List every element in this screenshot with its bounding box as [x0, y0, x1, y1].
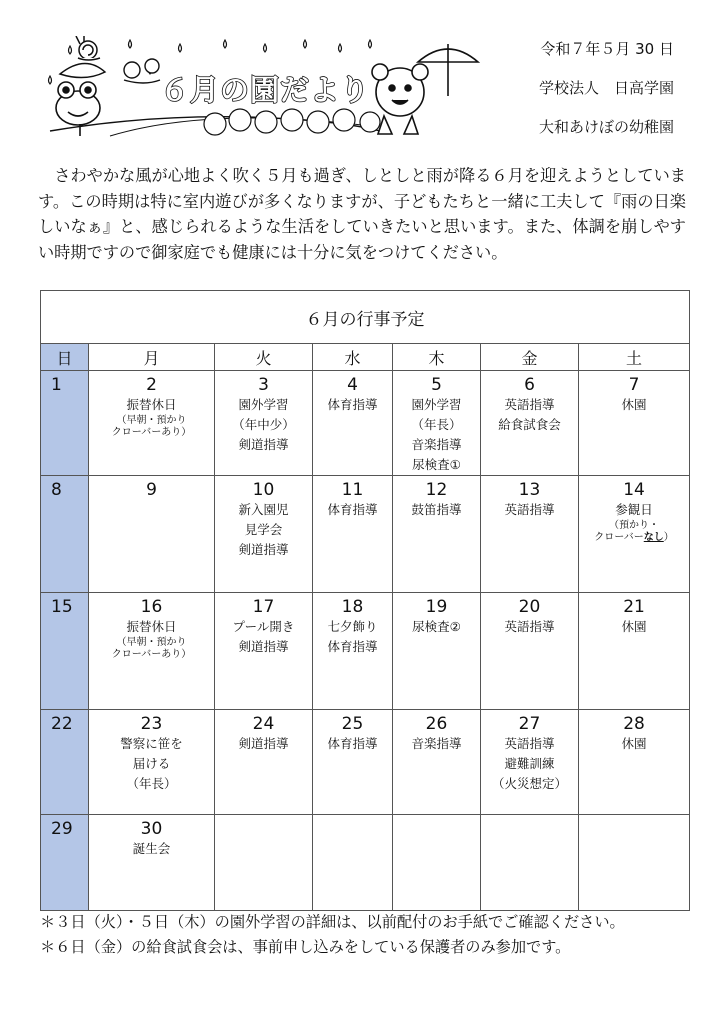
day-number: [313, 815, 392, 819]
day-number: 11: [341, 480, 364, 500]
event-item: 届ける: [132, 756, 171, 771]
day-number: 24: [252, 714, 275, 734]
calendar-day-cell: [579, 710, 690, 815]
event-item: 園外学習: [238, 397, 289, 412]
event-item: 給食試食会: [498, 417, 561, 432]
event-item: 音楽指導: [411, 437, 462, 452]
calendar-day-cell: [41, 815, 89, 911]
calendar-day-cell: [41, 476, 89, 593]
event-note: （早朝・預かり: [116, 415, 187, 426]
day-number: 12: [425, 480, 448, 500]
calendar-day-cell: [313, 476, 393, 593]
event-item: 尿検査②: [412, 619, 461, 634]
calendar-week-row: [41, 593, 690, 710]
day-number: 16: [140, 597, 163, 617]
event-item: 避難訓練: [504, 756, 555, 771]
calendar-week-row: [41, 476, 690, 593]
event-item: 剣道指導: [238, 736, 289, 751]
event-item: 剣道指導: [238, 542, 289, 557]
weekday-header: 木: [393, 344, 481, 371]
calendar-day-cell: [393, 815, 481, 911]
note-line: ＊６日（金）の給食試食会は、事前申し込みをしている保護者のみ参加です。: [40, 938, 571, 956]
event-item: 七夕飾り: [327, 619, 378, 634]
weekday-header-row: [41, 344, 690, 371]
calendar-day-cell: [215, 476, 313, 593]
day-number: [215, 815, 312, 819]
day-number: 21: [623, 597, 645, 617]
calendar-day-cell: [579, 476, 690, 593]
day-number: 26: [425, 714, 448, 734]
calendar-day-cell: [215, 815, 313, 911]
calendar-week-row: [41, 710, 690, 815]
event-item: 参観日: [615, 502, 653, 517]
calendar-day-cell: [393, 593, 481, 710]
day-number: 6: [524, 375, 535, 395]
event-item: 尿検査①: [412, 457, 461, 472]
day-number: 17: [252, 597, 275, 617]
weekday-header: 土: [579, 344, 690, 371]
calendar-day-cell: [41, 371, 89, 476]
day-number: 27: [518, 714, 541, 734]
bear-with-umbrella-icon: [372, 44, 478, 134]
day-number: 1: [51, 375, 62, 395]
day-number: 22: [51, 714, 73, 734]
day-number: 8: [51, 480, 62, 500]
event-note-emphasis: なし: [643, 532, 664, 543]
day-number: 25: [341, 714, 364, 734]
event-item: 休園: [621, 397, 647, 412]
school-name: 大和あけぼの幼稚園: [538, 118, 674, 136]
event-note: （預かり・: [609, 520, 659, 531]
event-item: 園外学習: [411, 397, 462, 412]
event-item: プール開き: [232, 619, 295, 634]
calendar-day-cell: [313, 710, 393, 815]
frog-icon: [56, 82, 100, 136]
event-item: 振替休日: [126, 397, 177, 412]
event-item: （年長）: [126, 776, 177, 791]
event-item: 振替休日: [126, 619, 177, 634]
notes: [40, 910, 700, 960]
calendar-day-cell: [481, 476, 579, 593]
day-number: 23: [140, 714, 163, 734]
header-meta: [504, 42, 674, 159]
event-item: 誕生会: [132, 841, 171, 856]
calendar-day-cell: [481, 371, 579, 476]
weekday-header: 月: [89, 344, 215, 371]
event-item: 英語指導: [504, 397, 555, 412]
calendar-day-cell: [89, 815, 215, 911]
snail-icon: [60, 36, 105, 78]
day-number: 30: [140, 819, 163, 839]
snail-icon: [124, 59, 160, 83]
calendar-day-cell: [393, 710, 481, 815]
event-item: （年長）: [411, 417, 462, 432]
day-number: 19: [425, 597, 448, 617]
calendar-day-cell: [393, 371, 481, 476]
event-item: 体育指導: [327, 502, 378, 517]
day-number: 20: [518, 597, 541, 617]
day-number: 18: [341, 597, 364, 617]
event-item: 音楽指導: [411, 736, 462, 751]
calendar-day-cell: [579, 593, 690, 710]
event-item: 体育指導: [327, 736, 378, 751]
calendar-day-cell: [41, 593, 89, 710]
calendar-day-cell: [89, 371, 215, 476]
day-number: 7: [628, 375, 640, 395]
calendar-day-cell: [313, 815, 393, 911]
weekday-header: 金: [481, 344, 579, 371]
calendar-day-cell: [579, 815, 690, 911]
day-number: [481, 815, 578, 819]
event-item: 英語指導: [504, 619, 555, 634]
event-note-text: クローバー: [594, 532, 644, 543]
calendar-day-cell: [89, 476, 215, 593]
day-number: 28: [623, 714, 645, 734]
calendar-day-cell: [41, 710, 89, 815]
day-number: [579, 815, 689, 819]
event-item: 警察に笹を: [120, 736, 183, 751]
calendar-day-cell: [313, 371, 393, 476]
event-note: [579, 532, 689, 544]
hydrangea-icon: [204, 109, 380, 135]
event-note: クローバーあり）: [111, 427, 192, 438]
event-item: 英語指導: [504, 736, 555, 751]
calendar-day-cell: [481, 710, 579, 815]
day-number: 9: [146, 480, 157, 500]
event-item: 鼓笛指導: [411, 502, 462, 517]
calendar-day-cell: [215, 710, 313, 815]
school-corporation: 学校法人 日高学園: [538, 79, 674, 97]
calendar-day-cell: [89, 710, 215, 815]
calendar-day-cell: [579, 371, 690, 476]
calendar-day-cell: [313, 593, 393, 710]
event-item: 英語指導: [504, 502, 555, 517]
weekday-header: 日: [41, 344, 89, 371]
day-number: 3: [258, 375, 269, 395]
event-item: 新入園児: [238, 502, 289, 517]
day-number: [393, 815, 480, 819]
day-number: 4: [347, 375, 358, 395]
event-item: 見学会: [244, 522, 283, 537]
event-item: 体育指導: [327, 639, 378, 654]
event-note: クローバーあり）: [111, 649, 192, 660]
event-item: 休園: [621, 619, 647, 634]
calendar-body: [41, 371, 690, 911]
event-note-close: ）: [663, 532, 674, 543]
event-item: 休園: [621, 736, 647, 751]
day-number: 29: [51, 819, 73, 839]
calendar-day-cell: [215, 371, 313, 476]
event-note: （早朝・預かり: [116, 637, 187, 648]
calendar-week-row: [41, 815, 690, 911]
note-line: ＊３日（火）・５日（木）の園外学習の詳細は、以前配付のお手紙でご確認ください。: [40, 913, 625, 931]
issue-date: 令和７年５月 30 日: [540, 40, 674, 58]
newsletter-title: ６月の園だより: [160, 73, 371, 107]
event-item: （火災想定）: [491, 776, 567, 791]
event-item: 体育指導: [327, 397, 378, 412]
intro-paragraph: [38, 163, 686, 265]
event-item: 剣道指導: [238, 639, 289, 654]
event-calendar: [40, 290, 690, 911]
calendar-week-row: [41, 371, 690, 476]
day-number: 2: [146, 375, 157, 395]
calendar-day-cell: [481, 593, 579, 710]
calendar-day-cell: [215, 593, 313, 710]
day-number: 13: [518, 480, 541, 500]
event-item: 剣道指導: [238, 437, 289, 452]
weekday-header: 水: [313, 344, 393, 371]
event-item: （年中少）: [232, 417, 295, 432]
day-number: 5: [431, 375, 442, 395]
calendar-day-cell: [393, 476, 481, 593]
intro-text: さわやかな風が心地よく吹く５月も過ぎ、しとしと雨が降る６月を迎えようとしています。この時期は特に室内遊びが多くなりますが、子どもたちと一緒に工夫して『雨の日楽しいなぁ』と、感じられるような生活をしていきたいと思います。また、体調を崩しやすい時期ですので御家庭でも健康には十分に気をつけてください。: [38, 166, 686, 262]
day-number: 15: [51, 597, 73, 617]
calendar-day-cell: [89, 593, 215, 710]
calendar-title: ６月の行事予定: [41, 291, 690, 344]
day-number: 10: [252, 480, 275, 500]
weekday-header: 火: [215, 344, 313, 371]
calendar-day-cell: [481, 815, 579, 911]
day-number: 14: [623, 480, 645, 500]
